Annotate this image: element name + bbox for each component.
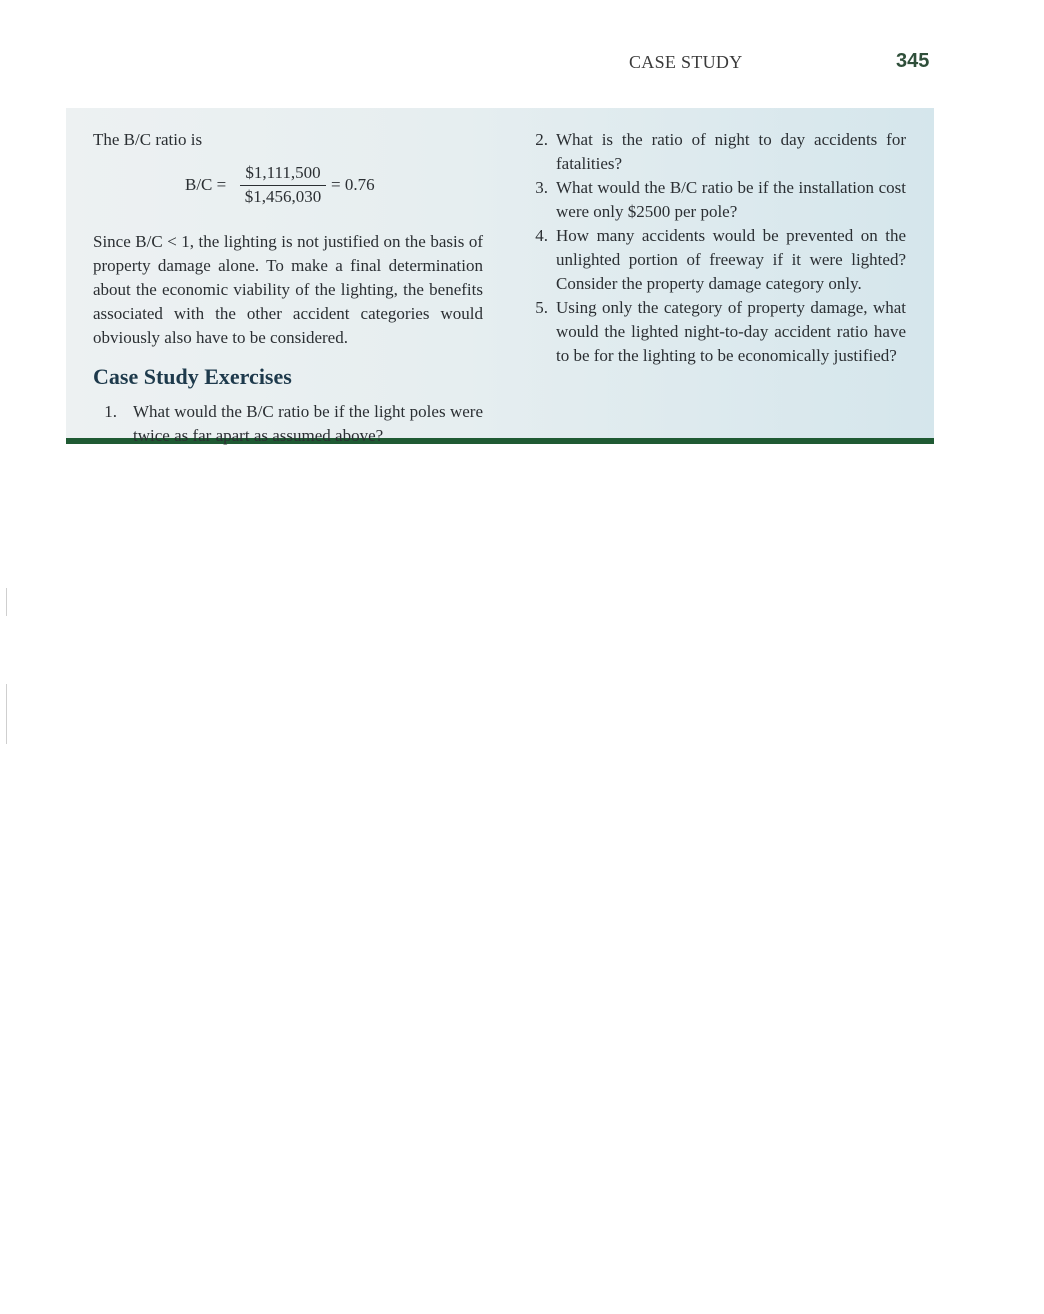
- exercise-item: [526, 224, 906, 296]
- equation-denominator: $1,456,030: [244, 187, 322, 206]
- exercise-item: [526, 176, 906, 224]
- equation-intro: The B/C ratio is: [93, 130, 203, 149]
- equation-rhs: = 0.76: [331, 175, 375, 194]
- exercise-number: 2.: [535, 130, 548, 149]
- scan-edge-mark: [6, 588, 7, 616]
- equation-fraction: [240, 162, 326, 208]
- page-number: 345: [896, 50, 930, 72]
- equation-numerator: $1,111,500: [245, 163, 321, 182]
- exercise-text: What would the B/C ratio be if the light poles were twice as far apart as assumed above?: [133, 402, 483, 445]
- scan-edge-mark: [6, 684, 7, 744]
- equation-lhs: B/C =: [185, 175, 227, 194]
- exercise-number: 3.: [535, 178, 548, 197]
- left-column: [93, 128, 483, 448]
- exercise-text: How many accidents would be prevented on the unlighted portion of freeway if it were lighted? Consider the property damage category only.: [556, 226, 906, 293]
- conclusion-paragraph: Since B/C < 1, the lighting is not justified on the basis of property damage alone. To make a final determination about the economic viability of the lighting, the benefits associated with the other accident categories would obviously also have to be considered.: [93, 232, 483, 347]
- exercise-number: 4.: [535, 226, 548, 245]
- exercises-heading: Case Study Exercises: [93, 364, 292, 389]
- exercise-item: [93, 400, 483, 448]
- exercise-text: Using only the category of property damage, what would the lighted night-to-day accident ratio have to be for the lighting to be economically justified?: [556, 298, 906, 365]
- running-head: CASE STUDY: [629, 52, 743, 72]
- exercise-item: [526, 296, 906, 368]
- exercise-number: 1.: [104, 402, 117, 421]
- bc-equation: [93, 156, 483, 216]
- right-column: [526, 128, 906, 368]
- exercise-text: What would the B/C ratio be if the installation cost were only $2500 per pole?: [556, 178, 906, 221]
- exercise-text: What is the ratio of night to day accidents for fatalities?: [556, 130, 906, 173]
- exercise-number: 5.: [535, 298, 548, 317]
- exercise-item: [526, 128, 906, 176]
